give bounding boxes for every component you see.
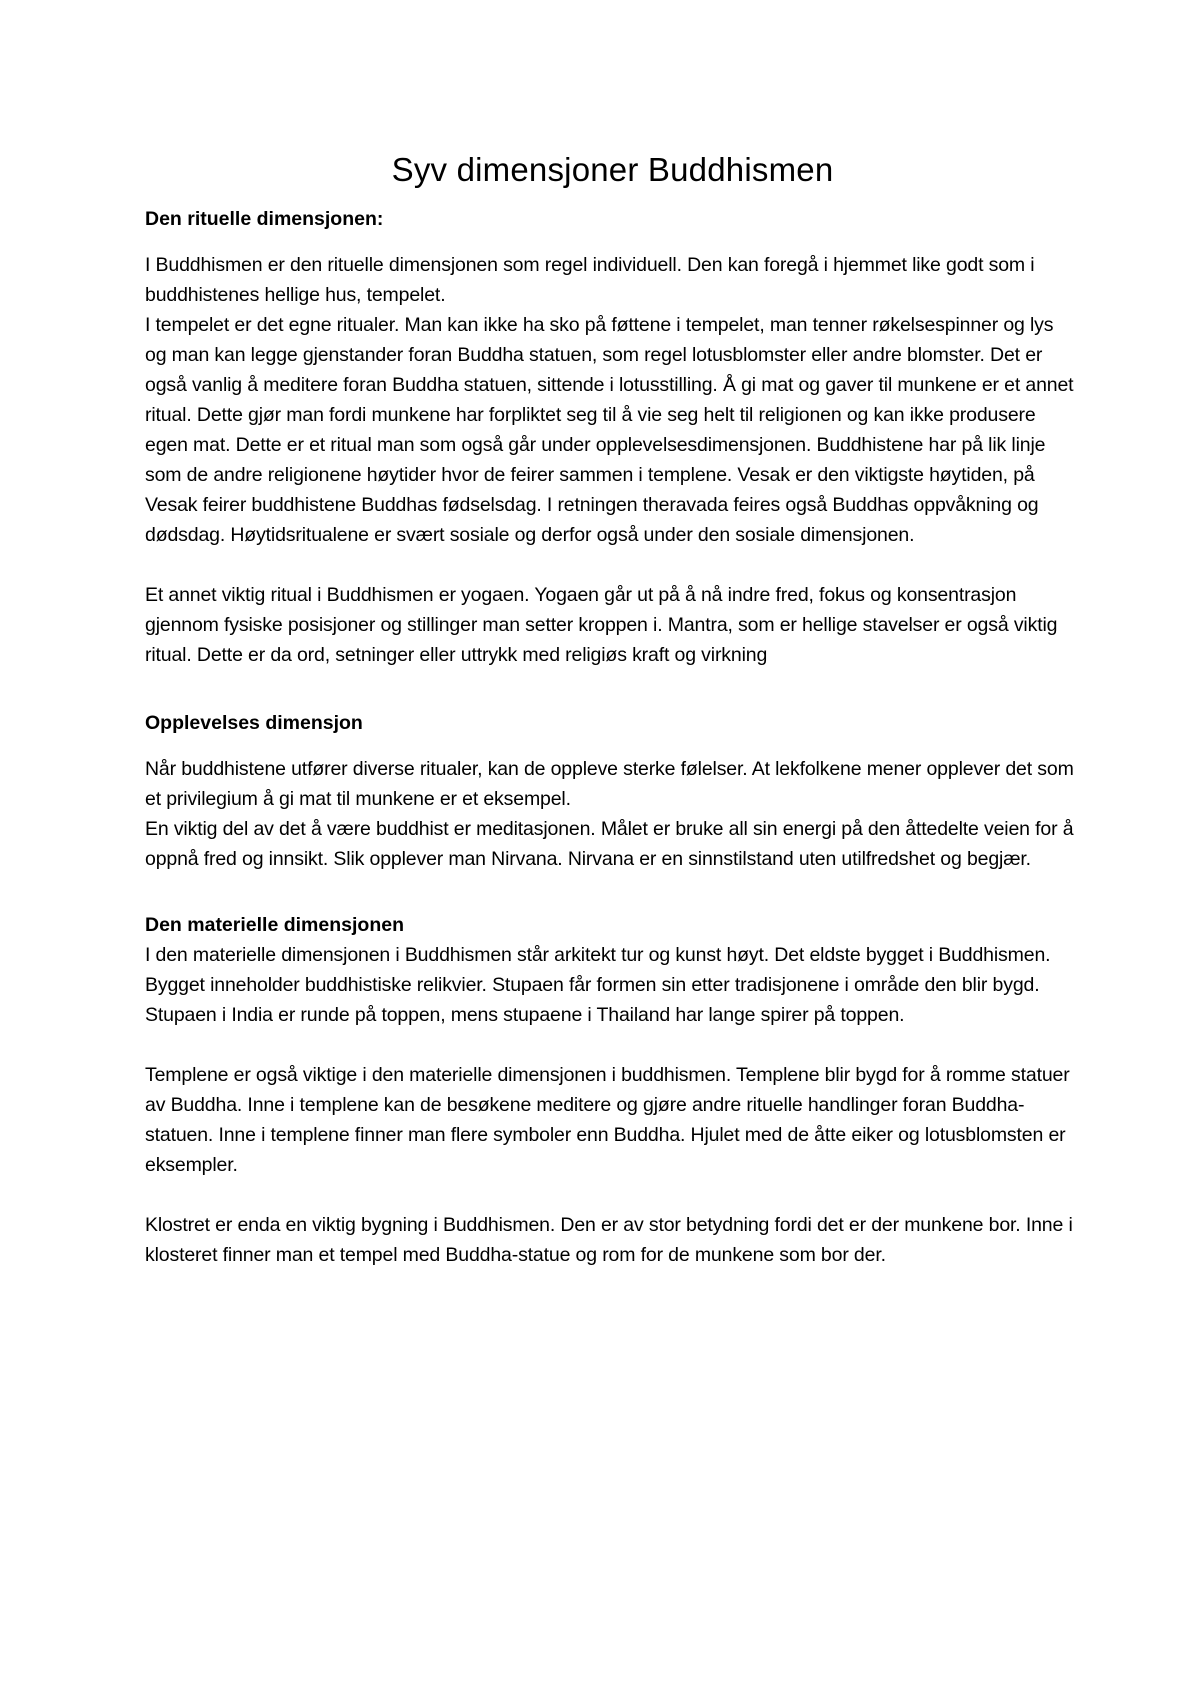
section-heading-experience: Opplevelses dimensjon	[145, 711, 363, 734]
document-page	[145, 140, 1080, 1270]
ritual-paragraph-3: Et annet viktig ritual i Buddhismen er yogaen. Yogaen går ut på å nå indre fred, fokus og konsentrasjon gjennom fysiske posisjoner og stillinger man setter kroppen i. Mantra, som er hellige stavelser er også viktig ritual. Dette er da ord, setninger eller uttrykk med religiøs kraft og virkning	[145, 583, 1058, 666]
section-heading-ritual: Den rituelle dimensjonen:	[145, 207, 384, 230]
material-paragraph-3: Klostret er enda en viktig bygning i Buddhismen. Den er av stor betydning fordi det er der munkene bor. Inne i klosteret finner man et tempel med Buddha-statue og rom for de munkene som bor der.	[145, 1213, 1073, 1266]
material-paragraph-1: I den materielle dimensjonen i Buddhismen står arkitekt tur og kunst høyt. Det eldste bygget i Buddhismen. Bygget inneholder buddhistiske relikvier. Stupaen får formen sin etter tradisjonene i område den blir bygd. Stupaen i India er runde på toppen, mens stupaene i Thailand har lange spirer på toppen.	[145, 943, 1051, 1026]
document-title: Syv dimensjoner Buddhismen	[391, 151, 834, 188]
experience-paragraph-1: Når buddhistene utfører diverse ritualer, kan de oppleve sterke følelser. At lekfolkene mener opplever det som et privilegium å gi mat til munkene er et eksempel.	[145, 757, 1074, 810]
experience-paragraph-2: En viktig del av det å være buddhist er meditasjonen. Målet er bruke all sin energi på den åttedelte veien for å oppnå fred og innsikt. Slik opplever man Nirvana. Nirvana er en sinnstilstand uten utilfredshet og begjær.	[145, 817, 1074, 870]
ritual-paragraph-1: I Buddhismen er den rituelle dimensjonen som regel individuell. Den kan foregå i hjemmet like godt som i buddhistenes hellige hus, tempelet.	[145, 253, 1035, 306]
material-paragraph-2: Templene er også viktige i den materielle dimensjonen i buddhismen. Templene blir bygd for å romme statuer av Buddha. Inne i templene kan de besøkene meditere og gjøre andre rituelle handlinger foran Buddha-statuen. Inne i templene finner man flere symboler enn Buddha. Hjulet med de åtte eiker og lotusblomsten er eksempler.	[145, 1063, 1070, 1176]
section-heading-material: Den materielle dimensjonen	[145, 913, 404, 936]
ritual-paragraph-2: I tempelet er det egne ritualer. Man kan ikke ha sko på føttene i tempelet, man tenner røkelsespinner og lys og man kan legge gjenstander foran Buddha statuen, som regel lotusblomster eller andre blomster. Det er også vanlig å meditere foran Buddha statuen, sittende i lotusstilling. Å gi mat og gaver til munkene er et annet ritual. Dette gjør man fordi munkene har forpliktet seg til å vie seg helt til religionen og kan ikke produsere egen mat. Dette er et ritual man som også går under opplevelsesdimensjonen. Buddhistene har på lik linje som de andre religionene høytider hvor de feirer sammen i templene. Vesak er den viktigste høytiden, på Vesak feirer buddhistene Buddhas fødselsdag. I retningen theravada feires også Buddhas oppvåkning og dødsdag. Høytidsritualene er svært sosiale og derfor også under den sosiale dimensjonen.	[145, 313, 1074, 546]
